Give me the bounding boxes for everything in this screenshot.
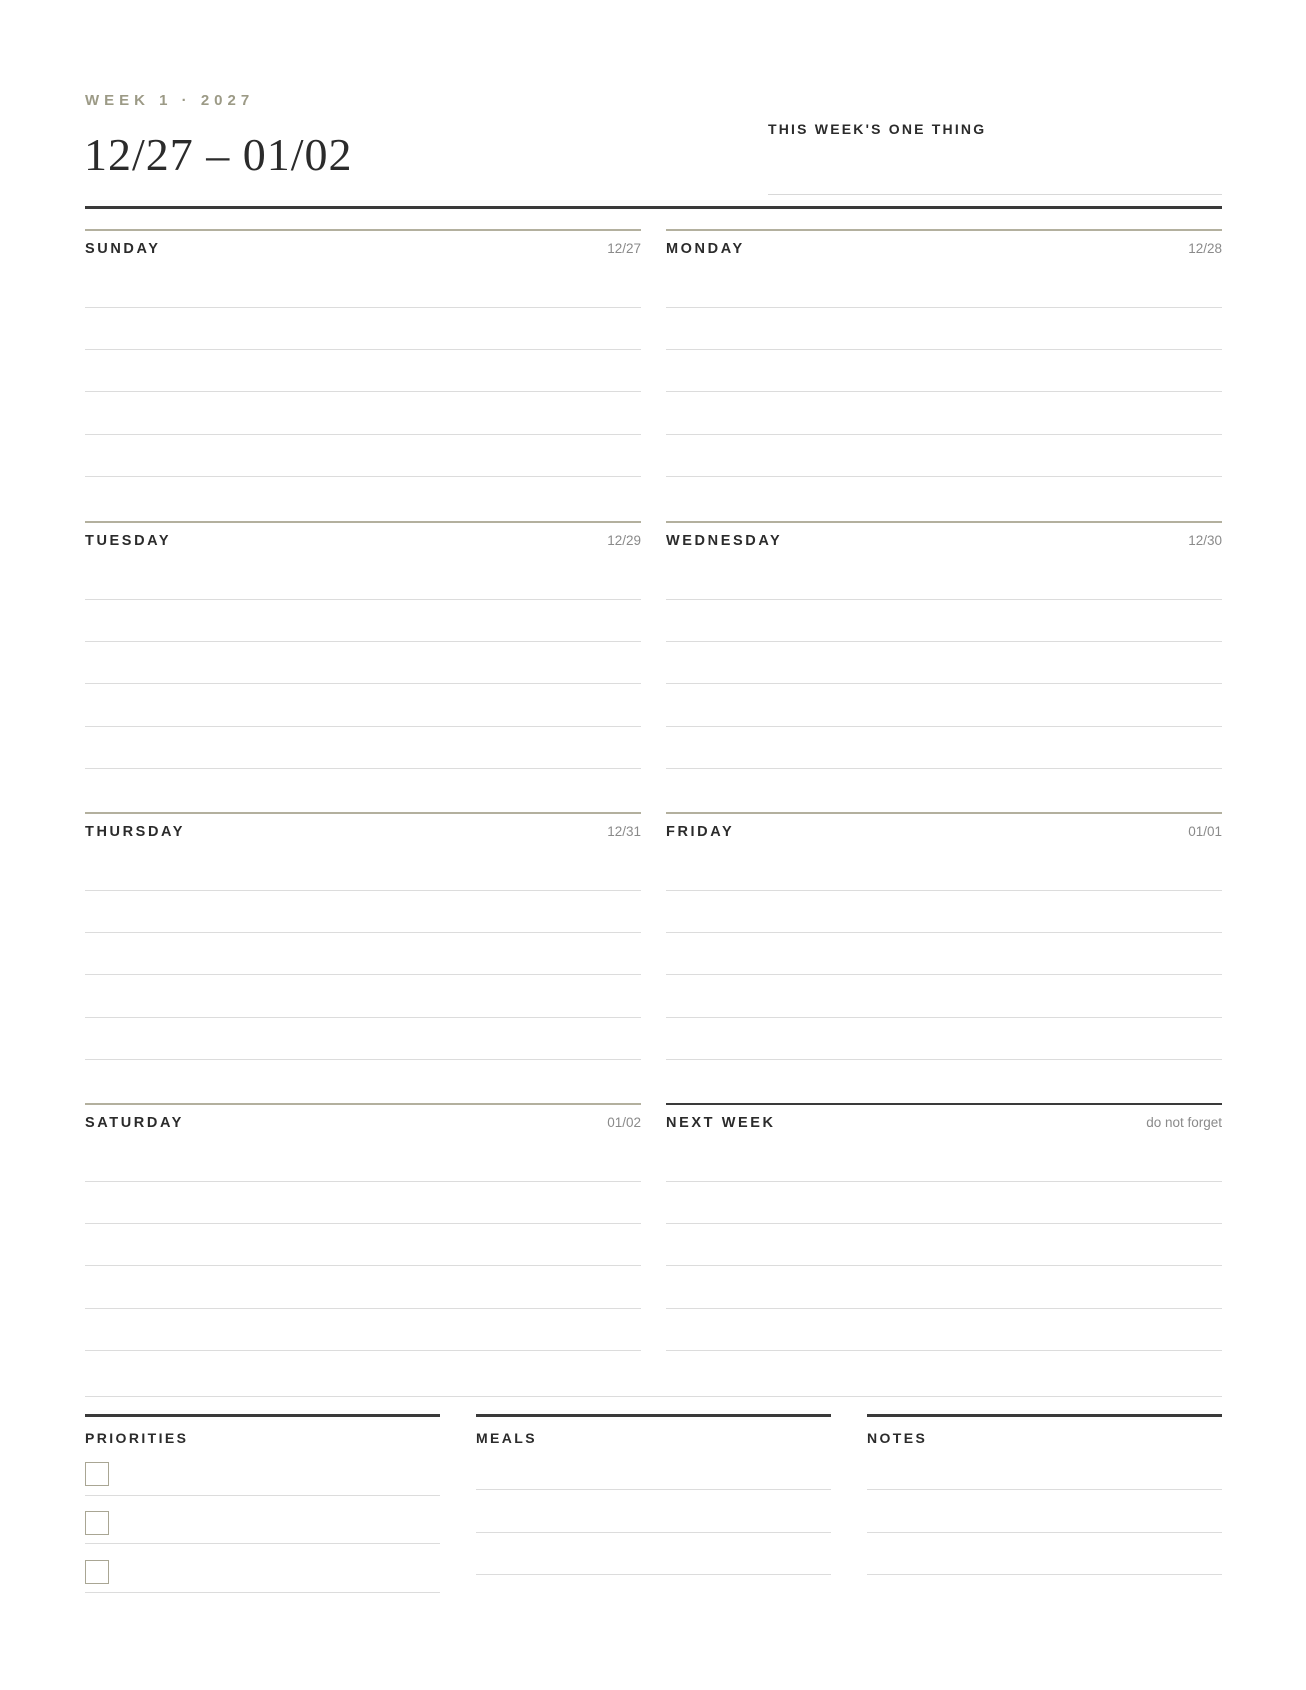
day-date: 12/30 <box>1188 533 1222 548</box>
meals-title: MEALS <box>476 1430 537 1446</box>
header-rule <box>85 206 1222 209</box>
day-block-thursday <box>85 812 641 844</box>
day-name: THURSDAY <box>85 824 186 840</box>
one-thing-write-line[interactable] <box>768 194 1222 195</box>
priorities-title: PRIORITIES <box>85 1430 189 1446</box>
day-name: NEXT WEEK <box>666 1115 776 1131</box>
notes-section <box>867 1414 1222 1446</box>
day-date: 12/27 <box>607 241 641 256</box>
priority-checkbox[interactable] <box>85 1560 109 1584</box>
day-name: SATURDAY <box>85 1115 184 1131</box>
day-name: WEDNESDAY <box>666 533 783 549</box>
one-thing-label: THIS WEEK'S ONE THING <box>768 121 987 137</box>
next-week-note: do not forget <box>1146 1115 1222 1130</box>
day-block-sunday <box>85 229 641 261</box>
priority-checkbox[interactable] <box>85 1511 109 1535</box>
day-block-friday <box>666 812 1222 844</box>
day-date: 01/01 <box>1188 824 1222 839</box>
day-name: SUNDAY <box>85 241 161 257</box>
day-block-next-week <box>666 1103 1222 1135</box>
day-block-wednesday <box>666 521 1222 553</box>
day-date: 01/02 <box>607 1115 641 1130</box>
week-label: WEEK 1 · 2027 <box>85 92 255 109</box>
day-date: 12/31 <box>607 824 641 839</box>
day-name: FRIDAY <box>666 824 735 840</box>
meals-section <box>476 1414 831 1446</box>
day-block-saturday <box>85 1103 641 1135</box>
day-name: MONDAY <box>666 241 745 257</box>
notes-title: NOTES <box>867 1430 928 1446</box>
priorities-section <box>85 1414 440 1446</box>
day-name: TUESDAY <box>85 533 172 549</box>
day-date: 12/28 <box>1188 241 1222 256</box>
bottom-divider <box>85 1396 1222 1397</box>
day-date: 12/29 <box>607 533 641 548</box>
date-range-title: 12/27 – 01/02 <box>84 129 353 180</box>
day-block-monday <box>666 229 1222 261</box>
priority-checkbox[interactable] <box>85 1462 109 1486</box>
day-block-tuesday <box>85 521 641 553</box>
